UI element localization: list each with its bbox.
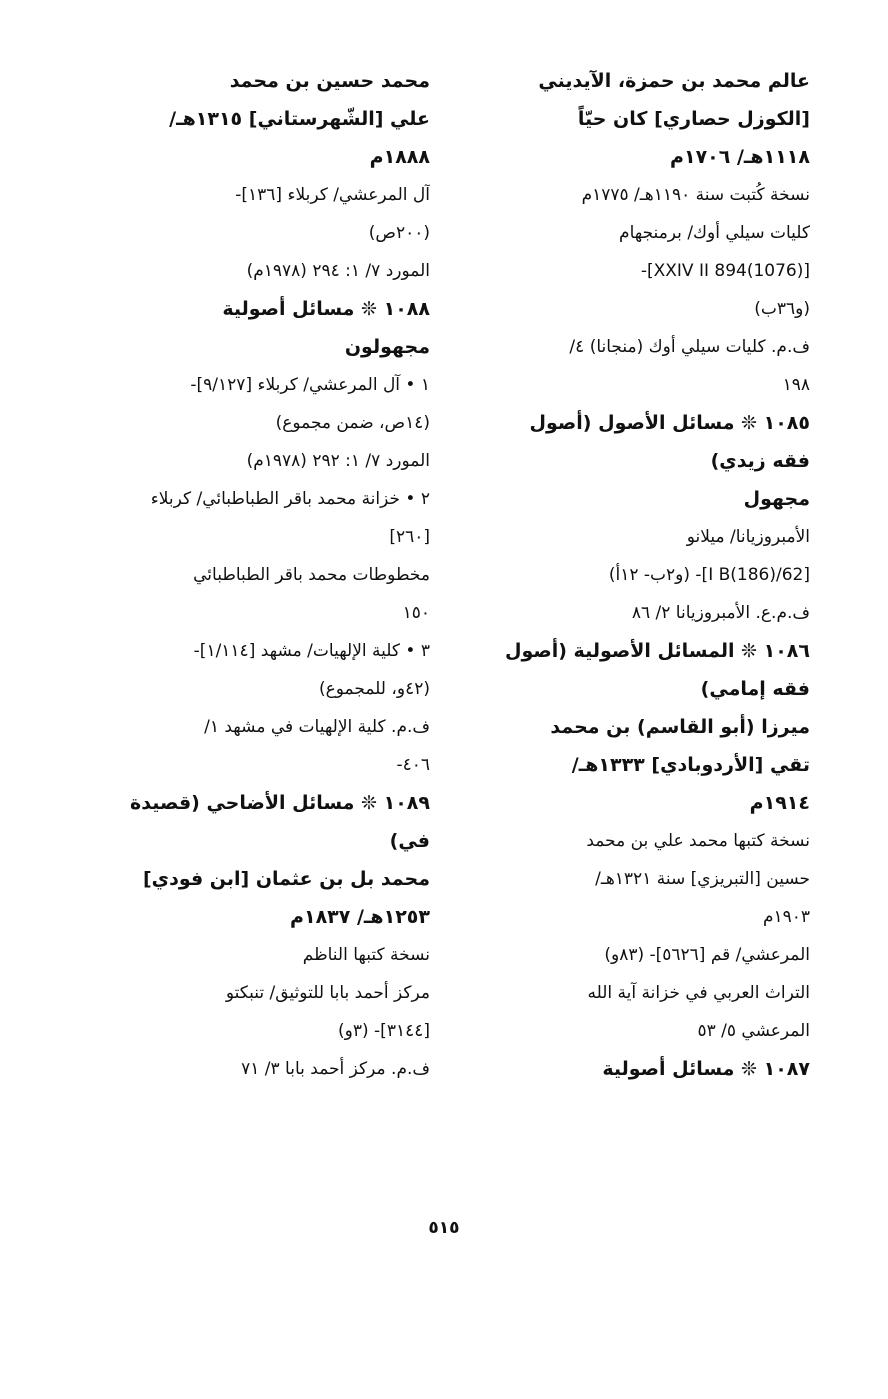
right-column-line: ١٩١٤م — [749, 792, 810, 814]
right-column-line: [XXIV II 894(1076)]- — [640, 261, 810, 281]
left-column-line: ١٠٨٩ ❊ مسائل الأضاحي (قصيدة — [130, 792, 430, 814]
left-column-line: مخطوطات محمد باقر الطباطبائي — [193, 565, 430, 585]
right-column-line: ١٠٨٦ ❊ المسائل الأصولية (أصول — [504, 640, 810, 662]
left-column-line: (٤٢و، للمجموع) — [318, 679, 430, 699]
right-column-line: نسخة كُتبت سنة ١١٩٠هـ/ ١٧٧٥م — [581, 185, 810, 205]
left-column-line: مجهولون — [344, 336, 430, 358]
right-column-line: فقه إمامي) — [700, 678, 810, 700]
left-column-line: ف.م. مركز أحمد بابا ٣/ ٧١ — [241, 1059, 430, 1079]
right-column-line: ١٩٠٣م — [762, 907, 810, 927]
right-column-line: نسخة كتبها محمد علي بن محمد — [586, 831, 810, 851]
left-column-line: ٢ • خزانة محمد باقر الطباطبائي/ كربلاء — [150, 489, 430, 509]
left-column-line: مركز أحمد بابا للتوثيق/ تنبكتو — [225, 983, 430, 1003]
left-column-line: علي [الشّهرستاني] ١٣١٥هـ/ — [169, 108, 430, 130]
right-column-line: عالم محمد بن حمزة، الآيديني — [538, 70, 810, 92]
right-column — [470, 62, 810, 1088]
left-column-line: [٣١٤٤]- (٣و) — [338, 1021, 430, 1041]
left-column-line: ١٢٥٣هـ/ ١٨٣٧م — [290, 906, 430, 928]
left-column-line: (٢٠٠ص) — [368, 223, 430, 243]
left-column-line: ٣ • كلية الإلهيات/ مشهد [١/١١٤]- — [193, 641, 430, 661]
right-column-line: ١١١٨هـ/ ١٧٠٦م — [670, 146, 810, 168]
left-column-line: ٤٠٦- — [396, 755, 430, 775]
right-column-line: ١٩٨ — [782, 375, 810, 395]
right-column-line: تقي [الأردوبادي] ١٣٣٣هـ/ — [571, 754, 810, 776]
left-column-line: ١٠٨٨ ❊ مسائل أصولية — [222, 298, 430, 320]
page-number: ٥١٥ — [428, 1218, 460, 1238]
left-column-line: آل المرعشي/ كربلاء [١٣٦]- — [235, 185, 430, 205]
right-column-line: ١٠٨٧ ❊ مسائل أصولية — [602, 1058, 810, 1080]
left-column-line: ١٥٠ — [402, 603, 430, 623]
left-column-line: [٢٦٠] — [389, 527, 430, 547]
left-column — [75, 62, 430, 1088]
left-column-line: ١ • آل المرعشي/ كربلاء [٩/١٢٧]- — [190, 375, 430, 395]
left-column-line: في) — [389, 830, 430, 852]
right-column-line: [62/I B(186)]- (و٢ب- ١٢أ) — [608, 565, 810, 585]
right-column-line: (و٣٦ب) — [754, 299, 810, 319]
right-column-line: الأمبروزيانا/ ميلانو — [686, 527, 810, 547]
right-column-line: التراث العربي في خزانة آية الله — [587, 983, 810, 1003]
right-column-line: مجهول — [743, 488, 810, 510]
left-column-line: ١٨٨٨م — [369, 146, 430, 168]
left-column-line: (١٤ص، ضمن مجموع) — [275, 413, 430, 433]
left-column-line: ف.م. كلية الإلهيات في مشهد ١/ — [204, 717, 430, 737]
right-column-line: حسين [التبريزي] سنة ١٣٢١هـ/ — [595, 869, 810, 889]
right-column-line: ميرزا (أبو القاسم) بن محمد — [550, 716, 810, 738]
right-column-line: كليات سيلي أوك/ برمنجهام — [619, 223, 810, 243]
left-column-line: المورد ٧/ ١: ٢٩٢ (١٩٧٨م) — [246, 451, 430, 471]
left-column-line: محمد حسين بن محمد — [229, 70, 430, 92]
right-column-line: ف.م. كليات سيلي أوك (منجانا) ٤/ — [569, 337, 810, 357]
right-column-line: فقه زيدي) — [710, 450, 810, 472]
left-column-line: نسخة كتبها الناظم — [302, 945, 430, 965]
right-column-line: ف.م.ع. الأمبروزيانا ٢/ ٨٦ — [631, 603, 810, 623]
right-column-line: المرعشي/ قم [٥٦٢٦]- (٨٣و) — [604, 945, 810, 965]
left-column-line: محمد بل بن عثمان [ابن فودي] — [142, 868, 430, 890]
right-column-line: [الكوزل حصاري] كان حيّاً — [577, 108, 810, 130]
left-column-line: المورد ٧/ ١: ٢٩٤ (١٩٧٨م) — [246, 261, 430, 281]
right-column-line: المرعشي ٥/ ٥٣ — [697, 1021, 810, 1041]
right-column-line: ١٠٨٥ ❊ مسائل الأصول (أصول — [529, 412, 810, 434]
